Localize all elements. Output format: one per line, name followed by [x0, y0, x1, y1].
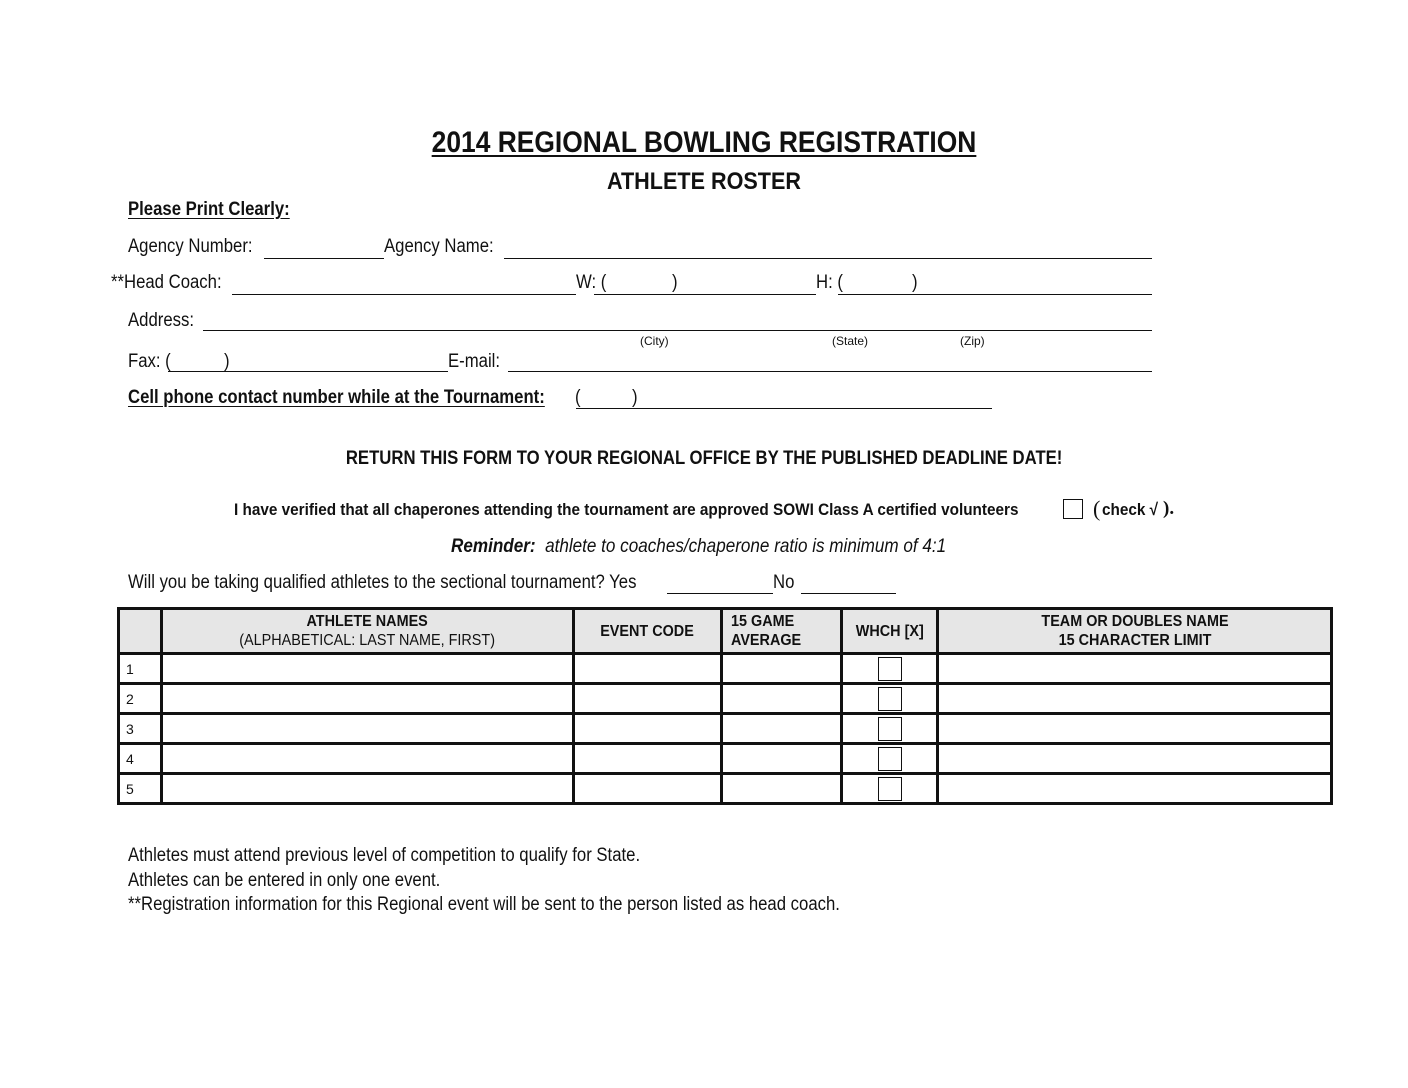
reminder-label: Reminder: — [451, 536, 536, 557]
check-instruction: check √ — [1102, 500, 1159, 519]
sectional-question: Will you be taking qualified athletes to the sectional tournament? Yes — [128, 572, 637, 593]
table-header-row — [119, 609, 1332, 654]
which-checkbox[interactable] — [878, 687, 902, 711]
agency-name-label: Agency Name: — [384, 236, 494, 257]
which-checkbox[interactable] — [878, 747, 902, 771]
print-clearly-label: Please Print Clearly: — [128, 199, 290, 220]
table-row — [119, 654, 1332, 684]
page-title: 2014 REGIONAL BOWLING REGISTRATION — [431, 126, 977, 159]
agency-name-field[interactable] — [504, 258, 1152, 259]
athlete-roster-table — [117, 607, 1333, 805]
which-checkbox[interactable] — [878, 717, 902, 741]
verified-checkbox[interactable] — [1063, 499, 1083, 519]
sectional-no-label: No — [773, 572, 795, 593]
which-cell — [842, 774, 938, 804]
athlete-name-cell[interactable] — [162, 744, 574, 774]
event-code-cell[interactable] — [574, 774, 722, 804]
sectional-yes-field[interactable] — [667, 593, 773, 594]
team-name-cell[interactable] — [938, 654, 1332, 684]
footer-note-one-event: Athletes can be entered in only one event. — [128, 870, 441, 891]
team-name-cell[interactable] — [938, 774, 1332, 804]
address-field[interactable] — [203, 330, 1152, 331]
verified-statement: I have verified that all chaperones attending the tournament are approved SOWI Class A certified volunteers — [234, 500, 1019, 519]
athlete-name-cell[interactable] — [162, 684, 574, 714]
row-number: 2 — [119, 684, 162, 714]
fax-field[interactable] — [168, 371, 448, 372]
email-field[interactable] — [508, 371, 1152, 372]
table-row — [119, 744, 1332, 774]
reminder-text: athlete to coaches/chaperone ratio is minimum of 4:1 — [545, 536, 947, 557]
check-open-paren: ( — [1093, 496, 1101, 521]
work-phone-field[interactable] — [594, 294, 816, 295]
footer-note-head-coach: **Registration information for this Regional event will be sent to the person listed as head coach. — [128, 894, 840, 915]
event-code-cell[interactable] — [574, 744, 722, 774]
work-phone-paren: ) — [672, 272, 678, 293]
fax-label: Fax: ( — [128, 351, 171, 372]
event-code-cell[interactable] — [574, 684, 722, 714]
state-caption: (State) — [832, 334, 869, 348]
row-number: 1 — [119, 654, 162, 684]
event-code-cell[interactable] — [574, 714, 722, 744]
team-name-cell[interactable] — [938, 684, 1332, 714]
team-name-header: TEAM OR DOUBLES NAME 15 CHARACTER LIMIT — [938, 609, 1332, 654]
row-number: 4 — [119, 744, 162, 774]
row-number: 3 — [119, 714, 162, 744]
athlete-name-cell[interactable] — [162, 714, 574, 744]
reminder — [451, 536, 946, 558]
team-name-cell[interactable] — [938, 714, 1332, 744]
agency-number-field[interactable] — [264, 258, 384, 259]
agency-number-label: Agency Number: — [128, 236, 253, 257]
work-phone-label: W: ( — [576, 272, 607, 293]
average-cell[interactable] — [722, 744, 842, 774]
which-cell — [842, 744, 938, 774]
which-cell — [842, 654, 938, 684]
home-phone-label: H: ( — [816, 272, 843, 293]
which-header: WHCH [X] — [842, 609, 938, 654]
home-phone-paren: ) — [912, 272, 918, 293]
head-coach-label: **Head Coach: — [111, 272, 222, 293]
page-subtitle: ATHLETE ROSTER — [606, 168, 802, 195]
table-row — [119, 714, 1332, 744]
email-label: E-mail: — [448, 351, 501, 372]
table-row — [119, 684, 1332, 714]
which-cell — [842, 714, 938, 744]
average-header: 15 GAME AVERAGE — [722, 609, 842, 654]
team-name-cell[interactable] — [938, 744, 1332, 774]
cell-phone-open-paren: ( — [575, 387, 581, 408]
address-label: Address: — [128, 310, 194, 331]
footer-note-qualify: Athletes must attend previous level of competition to qualify for State. — [128, 845, 641, 866]
average-cell[interactable] — [722, 684, 842, 714]
check-close-paren: ). — [1163, 498, 1175, 519]
which-checkbox[interactable] — [878, 657, 902, 681]
row-number: 5 — [119, 774, 162, 804]
fax-paren: ) — [224, 351, 230, 372]
which-cell — [842, 684, 938, 714]
average-cell[interactable] — [722, 654, 842, 684]
table-row — [119, 774, 1332, 804]
event-code-cell[interactable] — [574, 654, 722, 684]
average-cell[interactable] — [722, 774, 842, 804]
cell-phone-field[interactable] — [576, 408, 992, 409]
athlete-name-cell[interactable] — [162, 654, 574, 684]
return-form-notice: RETURN THIS FORM TO YOUR REGIONAL OFFICE BY THE PUBLISHED DEADLINE DATE! — [345, 448, 1063, 469]
event-code-header: EVENT CODE — [574, 609, 722, 654]
head-coach-field[interactable] — [232, 294, 576, 295]
athlete-name-cell[interactable] — [162, 774, 574, 804]
sectional-no-field[interactable] — [801, 593, 896, 594]
cell-phone-label: Cell phone contact number while at the Tournament: — [128, 387, 545, 408]
row-number-header — [119, 609, 162, 654]
zip-caption: (Zip) — [960, 334, 985, 348]
athlete-names-header: ATHLETE NAMES (ALPHABETICAL: LAST NAME, FIRST) — [162, 609, 574, 654]
city-caption: (City) — [640, 334, 669, 348]
home-phone-field[interactable] — [838, 294, 1152, 295]
cell-phone-close-paren: ) — [632, 387, 638, 408]
average-cell[interactable] — [722, 714, 842, 744]
which-checkbox[interactable] — [878, 777, 902, 801]
